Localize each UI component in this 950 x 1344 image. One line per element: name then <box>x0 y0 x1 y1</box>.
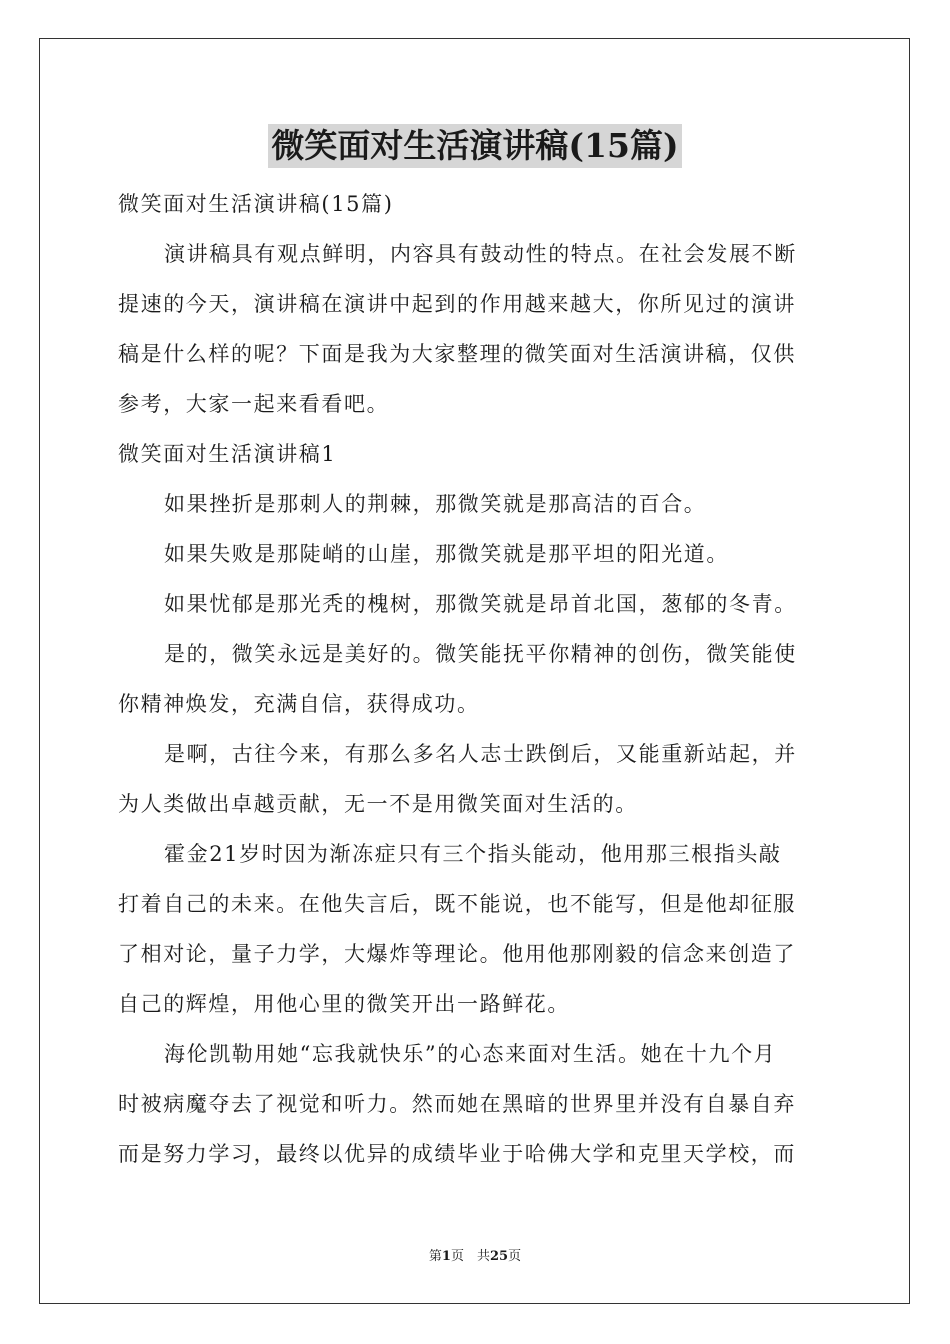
text-line: 打着自己的未来。在他失言后，既不能说，也不能写，但是他却征服 <box>118 892 796 916</box>
document-subtitle: 微笑面对生活演讲稿(15篇) <box>118 192 394 216</box>
text-line: 参考，大家一起来看看吧。 <box>118 392 390 416</box>
title-container <box>0 124 950 168</box>
text-line: 为人类做出卓越贡献，无一不是用微笑面对生活的。 <box>118 792 638 816</box>
text-line: 时被病魔夺去了视觉和听力。然而她在黑暗的世界里并没有自暴自弃 <box>118 1092 796 1116</box>
footer-current-page: 1 <box>441 1249 451 1264</box>
text-line: 如果挫折是那刺人的荆棘，那微笑就是那高洁的百合。 <box>164 492 707 516</box>
text-line: 如果忧郁是那光秃的槐树，那微笑就是昂首北国，葱郁的冬青。 <box>164 592 797 616</box>
text-line: 提速的今天，演讲稿在演讲中起到的作用越来越大，你所见过的演讲 <box>118 292 796 316</box>
text-line: 如果失败是那陡峭的山崖，那微笑就是那平坦的阳光道。 <box>164 542 729 566</box>
footer-prefix: 第 <box>428 1249 442 1264</box>
text-line: 演讲稿具有观点鲜明，内容具有鼓动性的特点。在社会发展不断 <box>164 242 797 266</box>
text-line: 海伦凯勒用她“忘我就快乐”的心态来面对生活。她在十九个月 <box>164 1042 777 1066</box>
document-title: 微笑面对生活演讲稿(15篇) <box>268 124 681 168</box>
page-footer <box>0 1248 950 1266</box>
text-line: 是啊，古往今来，有那么多名人志士跌倒后，又能重新站起，并 <box>164 742 797 766</box>
footer-suffix: 页 <box>508 1249 522 1264</box>
text-line: 是的，微笑永远是美好的。微笑能抚平你精神的创伤，微笑能使 <box>164 642 797 666</box>
text-line: 霍金21岁时因为渐冻症只有三个指头能动，他用那三根指头敲 <box>164 842 782 866</box>
text-line: 了相对论，量子力学，大爆炸等理论。他用他那刚毅的信念来创造了 <box>118 942 796 966</box>
text-line: 稿是什么样的呢？下面是我为大家整理的微笑面对生活演讲稿，仅供 <box>118 342 796 366</box>
footer-total-pages: 25 <box>489 1249 509 1264</box>
document-body <box>118 179 834 1179</box>
text-line: 微笑面对生活演讲稿1 <box>118 442 337 466</box>
text-line: 自己的辉煌，用他心里的微笑开出一路鲜花。 <box>118 992 570 1016</box>
footer-middle: 页 共 <box>450 1249 490 1264</box>
text-line: 你精神焕发，充满自信，获得成功。 <box>118 692 480 716</box>
body-lines <box>118 229 834 1179</box>
text-line: 而是努力学习，最终以优异的成绩毕业于哈佛大学和克里天学校，而 <box>118 1142 796 1166</box>
